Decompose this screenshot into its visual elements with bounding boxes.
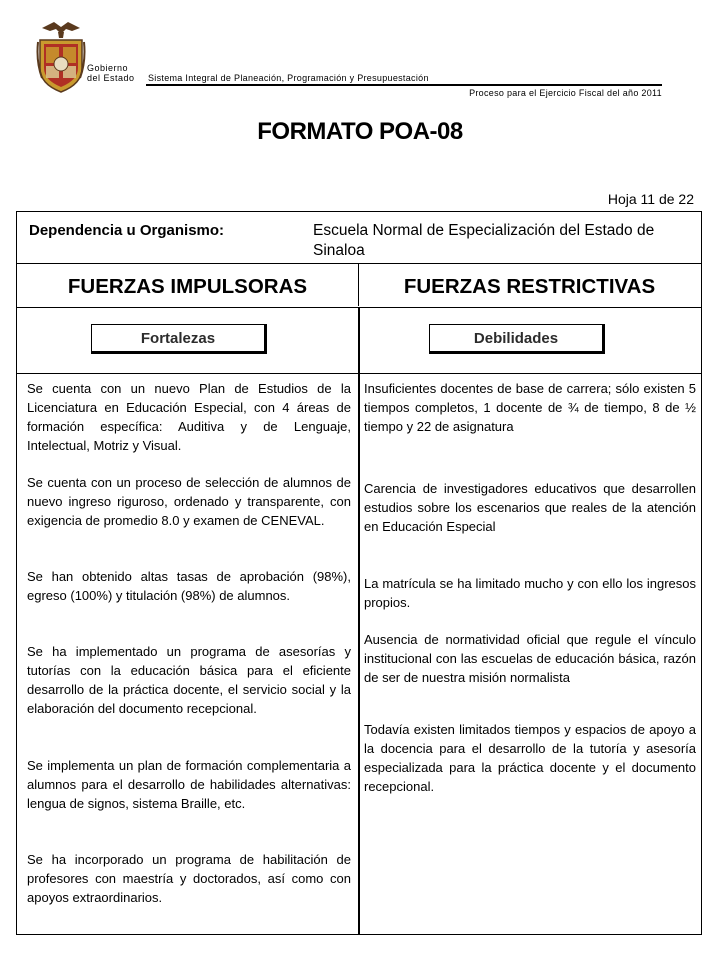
- government-line1: Gobierno: [87, 63, 129, 73]
- dependency-value: Escuela Normal de Especialización del Estado de Sinaloa: [313, 222, 655, 259]
- strength-item: Se ha implementado un programa de asesorías y tutorías con la educación básica para el eficiente desarrollo de la práctica docente, el servicio social y la elaboración del documento recepcional.: [27, 644, 351, 716]
- dependency-label: Dependencia u Organismo:: [29, 222, 225, 239]
- header-rule: [146, 84, 662, 86]
- strength-item: Se han obtenido altas tasas de aprobación (98%), egreso (100%) y titulación (98%) de alumnos.: [27, 569, 351, 603]
- process-name: Proceso para el Ejercicio Fiscal del año 2011: [469, 88, 662, 98]
- page-title: FORMATO POA-08: [257, 118, 463, 145]
- government-label: [87, 63, 135, 83]
- column-divider: [358, 308, 360, 373]
- state-coat-of-arms-icon: [36, 18, 86, 96]
- government-line2: del Estado: [87, 73, 135, 83]
- swot-table: [16, 211, 702, 935]
- weakness-item: Carencia de investigadores educativos que desarrollen estudios sobre los escenarios que reales de la atención en Educación Especial: [364, 481, 696, 534]
- strength-item: Se cuenta con un nuevo Plan de Estudios de la Licenciatura en Educación Especial, con 4 áreas de formación específica: Auditiva y de Lenguaje, Intelectual, Motriz y Visual.: [27, 381, 351, 453]
- weaknesses-label: Debilidades: [429, 324, 605, 354]
- weakness-item: Todavía existen limitados tiempos y espacios de apoyo a la docencia para el desarrollo de la tutoría y asesoría especializada para la práctica docente y el documento recepcional.: [364, 722, 696, 794]
- column-divider: [358, 374, 360, 934]
- content-row: [17, 374, 701, 934]
- driving-forces-header: FUERZAS IMPULSORAS: [17, 264, 359, 306]
- restrictive-forces-header: FUERZAS RESTRICTIVAS: [403, 275, 656, 298]
- strength-item: Se implementa un plan de formación complementaria a alumnos para el desarrollo de habilidades alternativas: lengua de signos, sistema Braille, etc.: [27, 758, 351, 811]
- weakness-item: La matrícula se ha limitado mucho y con ello los ingresos propios.: [364, 576, 696, 610]
- strength-item: Se ha incorporado un programa de habilitación de profesores con maestría y doctorados, así como con apoyos extraordinarios.: [27, 852, 351, 905]
- subheader-row: [17, 308, 701, 374]
- system-name: Sistema Integral de Planeación, Programación y Presupuestación: [148, 73, 429, 83]
- dependency-row: [17, 212, 701, 264]
- forces-header-row: [17, 264, 701, 308]
- strengths-label: Fortalezas: [91, 324, 267, 354]
- weakness-item: Ausencia de normatividad oficial que regule el vínculo institucional con las escuelas de educación básica, razón de ser de nuestra misión normalista: [364, 632, 696, 685]
- weakness-item: Insuficientes docentes de base de carrera; sólo existen 5 tiempos completos, 1 docente de ¾ de tiempo, 8 de ½ tiempo y 22 de asignatura: [364, 381, 696, 434]
- sheet-number: Hoja 11 de 22: [607, 191, 694, 207]
- strength-item: Se cuenta con un proceso de selección de alumnos de nuevo ingreso riguroso, ordenado y transparente, con exigencia de promedio 8.0 y examen de CENEVAL.: [27, 475, 351, 528]
